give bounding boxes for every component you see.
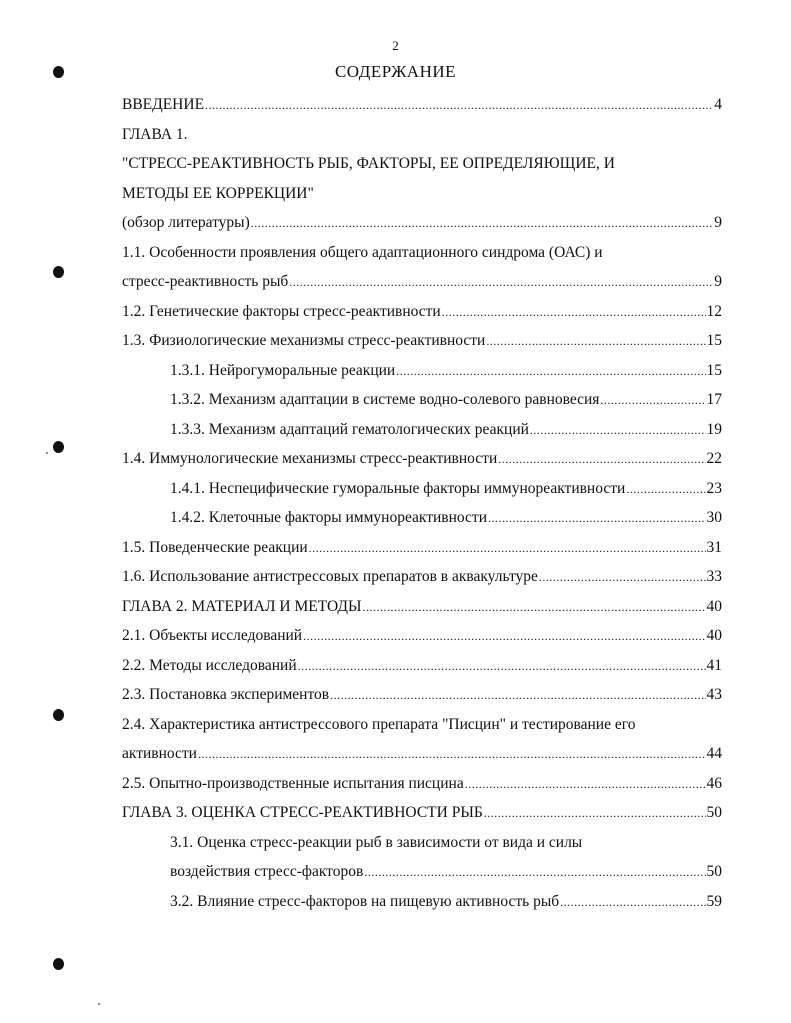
toc-entry-page: 15	[706, 361, 722, 379]
toc-dot-leader	[303, 622, 705, 652]
punch-hole-icon	[53, 709, 64, 721]
toc-entry-page: 40	[706, 597, 722, 615]
toc-entry-title: 2.1. Объекты исследований	[122, 627, 303, 644]
toc-entry	[122, 562, 722, 592]
toc-entry-title: 1.6. Использование антистрессовых препаратов в аквакультуре	[122, 568, 538, 585]
toc-dot-leader	[309, 534, 706, 564]
toc-dot-leader	[530, 416, 706, 446]
punch-hole-icon	[53, 441, 64, 453]
scan-speck	[98, 1003, 100, 1005]
toc-entry-title: 2.4. Характеристика антистрессового препарата "Писцин" и тестирование его	[122, 715, 636, 733]
toc-entry	[122, 887, 722, 917]
toc-dot-leader	[198, 740, 706, 770]
toc-entry	[122, 90, 722, 120]
toc-entry	[122, 120, 722, 150]
toc-dot-leader	[539, 563, 706, 593]
toc-entry-page: 33	[706, 568, 722, 585]
toc-dot-leader	[484, 799, 706, 829]
punch-hole-icon	[53, 958, 64, 970]
toc-entry-page: 22	[706, 450, 722, 467]
toc-entry-page: 59	[706, 892, 722, 910]
toc-entry-page: 23	[706, 479, 722, 497]
punch-hole-icon	[53, 266, 64, 278]
toc-entry-title: МЕТОДЫ ЕЕ КОРРЕКЦИИ"	[122, 184, 314, 202]
toc-entry-title: 2.2. Методы исследований	[122, 656, 297, 674]
toc-entry-title: 1.4. Иммунологические механизмы стресс-реактивности	[122, 450, 498, 467]
toc-entry-title: 3.1. Оценка стресс-реакции рыб в зависимости от вида и силы	[170, 833, 583, 851]
toc-dot-leader	[442, 298, 706, 328]
toc-entry-page: 50	[706, 804, 722, 821]
toc-entry-title: стресс-реактивность рыб	[122, 273, 289, 290]
toc-entry-page: 19	[706, 420, 722, 438]
toc-entry-title: 1.1. Особенности проявления общего адаптационного синдрома (ОАС) и	[122, 243, 603, 261]
toc-entry-page: 15	[706, 332, 722, 349]
page-title: СОДЕРЖАНИЕ	[334, 62, 457, 81]
toc-entry	[122, 444, 722, 474]
toc-dot-leader	[289, 268, 713, 298]
toc-entry	[122, 828, 722, 858]
toc-dot-leader	[626, 475, 705, 505]
toc-entry	[122, 179, 722, 209]
toc-dot-leader	[488, 504, 706, 534]
toc-entry-title: "СТРЕСС-РЕАКТИВНОСТЬ РЫБ, ФАКТОРЫ, ЕЕ ОПРЕДЕЛЯЮЩИЕ, И	[122, 155, 615, 172]
toc-entry	[122, 857, 722, 887]
toc-entry-page: 9	[714, 214, 722, 231]
page-number: 2	[392, 38, 399, 53]
toc-entry-title: ГЛАВА 2. МАТЕРИАЛ И МЕТОДЫ	[122, 597, 362, 615]
toc-entry	[122, 385, 722, 415]
toc-entry-page: 9	[714, 273, 722, 290]
toc-entry-title: 1.3.1. Нейрогуморальные реакции	[170, 361, 396, 379]
toc-entry-title: 2.5. Опытно-производственные испытания писцина	[122, 774, 464, 792]
toc-dot-leader	[560, 888, 705, 918]
toc-entry	[122, 739, 722, 769]
toc-dot-leader	[251, 209, 713, 239]
toc-entry-title: 1.5. Поведенческие реакции	[122, 538, 308, 556]
toc-entry-title: 1.3. Физиологические механизмы стресс-реактивности	[122, 332, 486, 349]
toc-entry-page: 4	[714, 96, 722, 113]
toc-entry-page: 44	[706, 745, 722, 762]
toc-dot-leader	[600, 386, 705, 416]
toc-entry	[122, 297, 722, 327]
toc-dot-leader	[330, 681, 705, 711]
toc-entry	[122, 149, 722, 179]
toc-dot-leader	[486, 327, 705, 357]
toc-entry-title: 1.4.1. Неспецифические гуморальные факторы иммунореактивности	[170, 479, 626, 497]
toc-entry-page: 40	[706, 627, 722, 644]
toc-entry-title: 1.2. Генетические факторы стресс-реактивности	[122, 302, 441, 320]
toc-entry-title: воздействия стресс-факторов	[170, 863, 364, 880]
toc-entry-page: 12	[706, 302, 722, 320]
toc-dot-leader	[498, 445, 705, 475]
toc-dot-leader	[396, 357, 705, 387]
toc-entry	[122, 356, 722, 386]
toc-entry	[122, 503, 722, 533]
toc-entry-title: ВВЕДЕНИЕ	[122, 96, 205, 113]
toc-entry-title: (обзор литературы)	[122, 214, 250, 231]
toc-entry-page: 46	[706, 774, 722, 792]
toc-entry	[122, 267, 722, 297]
toc-entry-title: активности	[122, 745, 197, 762]
toc-entry-page: 43	[706, 686, 722, 703]
toc-entry	[122, 533, 722, 563]
toc-entry-title: ГЛАВА 1.	[122, 125, 188, 143]
toc-entry-title: 2.3. Постановка экспериментов	[122, 686, 330, 703]
toc-entry-title: 1.3.3. Механизм адаптаций гематологических реакций	[170, 420, 529, 438]
punch-hole-icon	[53, 66, 64, 78]
toc-entry	[122, 592, 722, 622]
toc-dot-leader	[364, 858, 705, 888]
toc-dot-leader	[205, 91, 713, 121]
toc-entry	[122, 238, 722, 268]
toc-entry	[122, 651, 722, 681]
toc-entry-page: 50	[706, 863, 722, 880]
toc-entry	[122, 415, 722, 445]
toc-entry	[122, 621, 722, 651]
toc-entry-page: 41	[706, 656, 722, 674]
toc-entry-page: 31	[706, 538, 722, 556]
toc-entry-page: 17	[706, 391, 722, 408]
toc-entry-page: 30	[706, 509, 722, 526]
table-of-contents	[122, 90, 722, 916]
toc-dot-leader	[298, 652, 706, 682]
toc-entry-title: 3.2. Влияние стресс-факторов на пищевую активность рыб	[170, 892, 560, 910]
toc-entry	[122, 680, 722, 710]
scan-speck	[46, 452, 48, 454]
toc-dot-leader	[465, 770, 706, 800]
toc-entry	[122, 710, 722, 740]
toc-entry-title: 1.4.2. Клеточные факторы иммунореактивности	[170, 509, 487, 526]
toc-entry	[122, 326, 722, 356]
toc-dot-leader	[362, 593, 705, 623]
toc-entry-title: ГЛАВА 3. ОЦЕНКА СТРЕСС-РЕАКТИВНОСТИ РЫБ	[122, 804, 483, 821]
toc-entry	[122, 798, 722, 828]
toc-entry	[122, 208, 722, 238]
toc-entry	[122, 474, 722, 504]
toc-entry	[122, 769, 722, 799]
toc-entry-title: 1.3.2. Механизм адаптации в системе водно-солевого равновесия	[170, 391, 600, 408]
